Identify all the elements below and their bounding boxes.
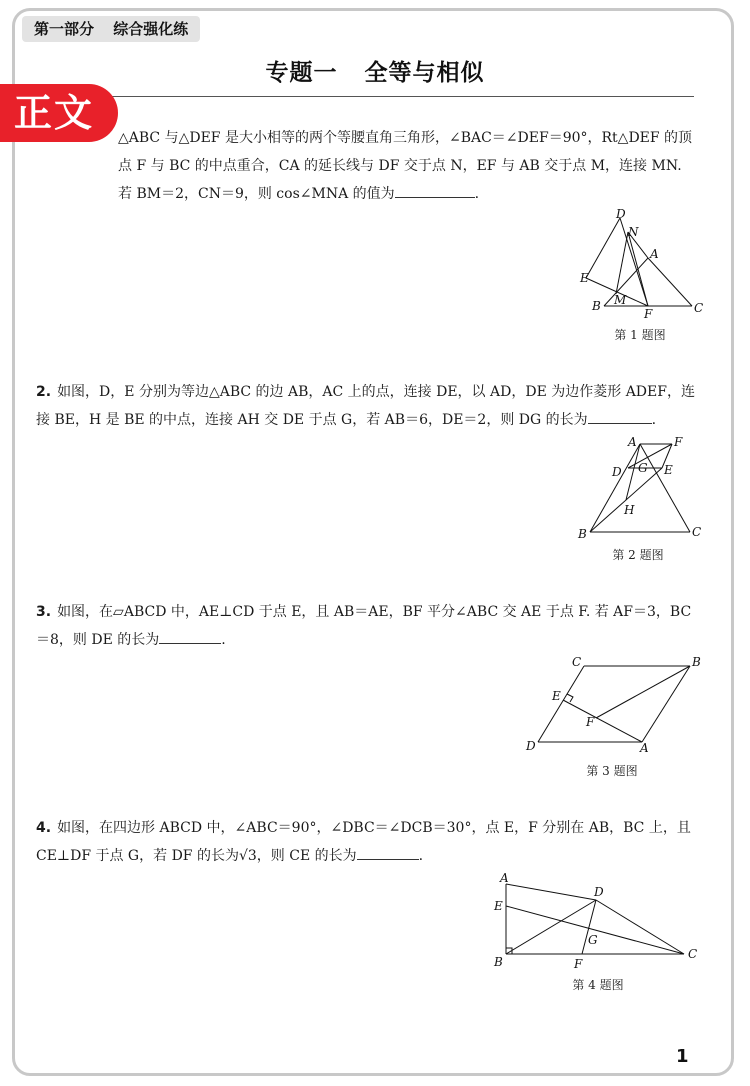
question-1 <box>118 124 700 208</box>
figure-3-caption: 第 3 题图 <box>586 764 638 778</box>
fig4-label-E: E <box>494 899 503 913</box>
question-1-text: △ABC 与△DEF 是大小相等的两个等腰直角三角形，∠BAC＝∠DEF＝90°，Rt△DEF 的顶点 F 与 BC 的中点重合，CA 的延长线与 DF 交于点 N，EF 与 AB 交于点 M，连接 MN. 若 BM＝2，CN＝9，则 cos∠MNA 的值为 <box>118 130 693 202</box>
question-2-end: . <box>651 412 657 428</box>
fig3-label-E: E <box>552 689 561 703</box>
fig2-label-E: E <box>664 463 673 477</box>
fig4-label-C: C <box>688 947 698 961</box>
fig3-label-F: F <box>586 715 595 729</box>
question-4 <box>36 814 700 870</box>
answer-blank-1 <box>395 183 475 198</box>
fig4-label-A: A <box>500 871 509 885</box>
figure-4 <box>490 868 710 976</box>
answer-blank-3 <box>159 629 221 644</box>
fig3-label-B: B <box>692 655 701 669</box>
figure-1 <box>570 206 710 330</box>
main-text-badge: 正文 <box>0 84 118 142</box>
answer-blank-4 <box>357 845 419 860</box>
fig1-label-E: E <box>580 271 589 285</box>
fig4-label-G: G <box>588 933 598 947</box>
fig4-label-B: B <box>494 955 503 969</box>
question-3-text: 如图，在▱ABCD 中，AE⊥CD 于点 E，且 AB＝AE，BF 平分∠ABC 交 AE 于点 F. 若 AF＝3，BC＝8，则 DE 的长为 <box>36 604 692 648</box>
fig2-label-G: G <box>638 461 648 475</box>
figure-2-caption: 第 2 题图 <box>612 548 664 562</box>
title-rule <box>100 96 694 97</box>
fig2-label-C: C <box>692 525 702 539</box>
question-3-number: 3. <box>36 604 52 620</box>
fig3-label-A: A <box>640 741 649 755</box>
page-title: 专题一 全等与相似 <box>265 60 485 86</box>
question-3 <box>36 598 700 654</box>
fig1-label-C: C <box>694 301 704 315</box>
question-2 <box>36 378 700 434</box>
fig1-label-F: F <box>644 307 653 321</box>
section-header: 第一部分 综合强化练 <box>22 16 200 42</box>
fig1-label-M: M <box>614 293 627 307</box>
fig2-label-B: B <box>578 527 587 541</box>
question-4-number: 4. <box>36 820 52 836</box>
question-1-end: . <box>474 186 480 202</box>
fig2-label-D: D <box>612 465 622 479</box>
fig1-label-B: B <box>592 299 601 313</box>
fig2-label-F: F <box>674 435 683 449</box>
question-4-text: 如图，在四边形 ABCD 中，∠ABC＝90°，∠DBC＝∠DCB＝30°，点 E，F 分别在 AB，BC 上，且 CE⊥DF 于点 G，若 DF 的长为√3，则 CE 的长为 <box>36 820 691 864</box>
fig2-label-A: A <box>628 435 637 449</box>
fig2-label-H: H <box>624 503 635 517</box>
page-number: 1 <box>676 1046 689 1067</box>
question-2-text: 如图，D，E 分别为等边△ABC 的边 AB，AC 上的点，连接 DE，以 AD，DE 为边作菱形 ADEF，连接 BE，H 是 BE 的中点，连接 AH 交 DE 于点 G，若 AB＝6，DE＝2，则 DG 的长为 <box>36 384 695 428</box>
fig3-label-D: D <box>526 739 536 753</box>
figure-4-caption: 第 4 题图 <box>572 978 624 992</box>
question-3-end: . <box>221 632 226 648</box>
fig1-label-N: N <box>628 225 639 239</box>
figure-3 <box>520 652 710 760</box>
fig4-label-F: F <box>574 957 583 971</box>
fig1-label-D: D <box>616 207 626 221</box>
fig3-label-C: C <box>572 655 582 669</box>
answer-blank-2 <box>588 409 652 424</box>
figure-2 <box>570 432 710 548</box>
fig1-label-A: A <box>650 247 659 261</box>
question-4-end: . <box>418 848 424 864</box>
figure-1-caption: 第 1 题图 <box>614 328 666 342</box>
question-2-number: 2. <box>36 384 52 400</box>
fig4-label-D: D <box>594 885 604 899</box>
